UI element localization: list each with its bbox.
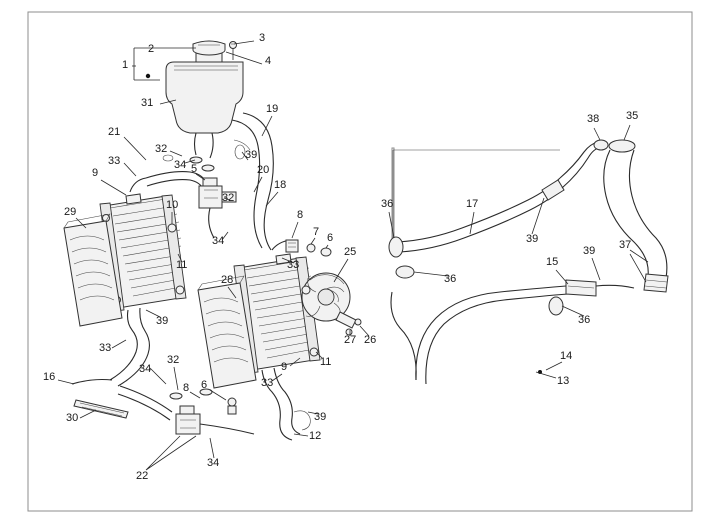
callout-2[interactable]: 2 <box>148 43 155 55</box>
callout-33-d[interactable]: 33 <box>261 377 274 389</box>
callout-14[interactable]: 14 <box>560 350 573 362</box>
callout-9[interactable]: 9 <box>92 167 99 179</box>
callout-36-c[interactable]: 36 <box>578 314 591 326</box>
lower-union-group <box>118 386 310 434</box>
callout-28[interactable]: 28 <box>221 274 234 286</box>
callout-33-b[interactable]: 33 <box>99 342 112 354</box>
callout-29[interactable]: 29 <box>64 206 77 218</box>
callout-13[interactable]: 13 <box>557 375 570 387</box>
callout-6[interactable]: 6 <box>327 232 334 244</box>
callout-32-a[interactable]: 32 <box>155 143 168 155</box>
callout-34-b[interactable]: 34 <box>212 235 225 247</box>
hose-15-group <box>391 280 634 384</box>
callout-36-b[interactable]: 36 <box>444 273 457 285</box>
callout-19[interactable]: 19 <box>266 103 279 115</box>
callout-7[interactable]: 7 <box>313 226 320 238</box>
callout-35[interactable]: 35 <box>626 110 639 122</box>
callout-15[interactable]: 15 <box>546 256 559 268</box>
callout-26[interactable]: 26 <box>364 334 377 346</box>
callout-11[interactable]: 11 <box>176 259 188 271</box>
callout-10[interactable]: 10 <box>166 199 179 211</box>
callout-18[interactable]: 18 <box>274 179 287 191</box>
callout-11-b[interactable]: 11 <box>320 356 332 368</box>
callout-12[interactable]: 12 <box>309 430 322 442</box>
hose-19-group <box>232 113 273 250</box>
callout-32-b[interactable]: 32 <box>222 192 235 204</box>
callout-25[interactable]: 25 <box>344 246 357 258</box>
callout-39-b[interactable]: 39 <box>156 315 169 327</box>
callout-21[interactable]: 21 <box>108 126 121 138</box>
callout-22[interactable]: 22 <box>136 470 149 482</box>
callout-8[interactable]: 8 <box>297 209 304 221</box>
callout-38[interactable]: 38 <box>587 113 600 125</box>
callout-16[interactable]: 16 <box>43 371 56 383</box>
callout-33-c[interactable]: 33 <box>287 259 300 271</box>
callout-39-e[interactable]: 39 <box>314 411 327 423</box>
callout-33-a[interactable]: 33 <box>108 155 121 167</box>
hose-17-group <box>389 140 608 278</box>
callout-27[interactable]: 27 <box>344 334 357 346</box>
callout-37[interactable]: 37 <box>619 239 632 251</box>
callout-8-b[interactable]: 8 <box>183 382 190 394</box>
hose-35-37-group <box>604 140 668 292</box>
callout-6-b[interactable]: 6 <box>201 379 208 391</box>
callout-34-c[interactable]: 34 <box>139 363 152 375</box>
callout-36-a[interactable]: 36 <box>381 198 394 210</box>
fasteners-mid-group <box>286 240 331 256</box>
lower-radiator-group <box>198 240 361 440</box>
callout-34-d[interactable]: 34 <box>207 457 220 469</box>
callout-39-c[interactable]: 39 <box>526 233 539 245</box>
callout-1[interactable]: 1 <box>122 59 129 71</box>
callout-32-c[interactable]: 32 <box>167 354 180 366</box>
callout-4[interactable]: 4 <box>265 55 272 67</box>
callout-17[interactable]: 17 <box>466 198 479 210</box>
callout-31[interactable]: 31 <box>141 97 154 109</box>
callout-9-b[interactable]: 9 <box>281 361 288 373</box>
expansion-tank-group <box>166 41 243 158</box>
callout-34-a[interactable]: 34 <box>174 159 187 171</box>
callout-39-d[interactable]: 39 <box>583 245 596 257</box>
callout-5[interactable]: 5 <box>191 163 198 175</box>
callout-39-a[interactable]: 39 <box>245 149 258 161</box>
callout-30[interactable]: 30 <box>66 412 79 424</box>
callout-20[interactable]: 20 <box>257 164 270 176</box>
callout-3[interactable]: 3 <box>259 32 266 44</box>
